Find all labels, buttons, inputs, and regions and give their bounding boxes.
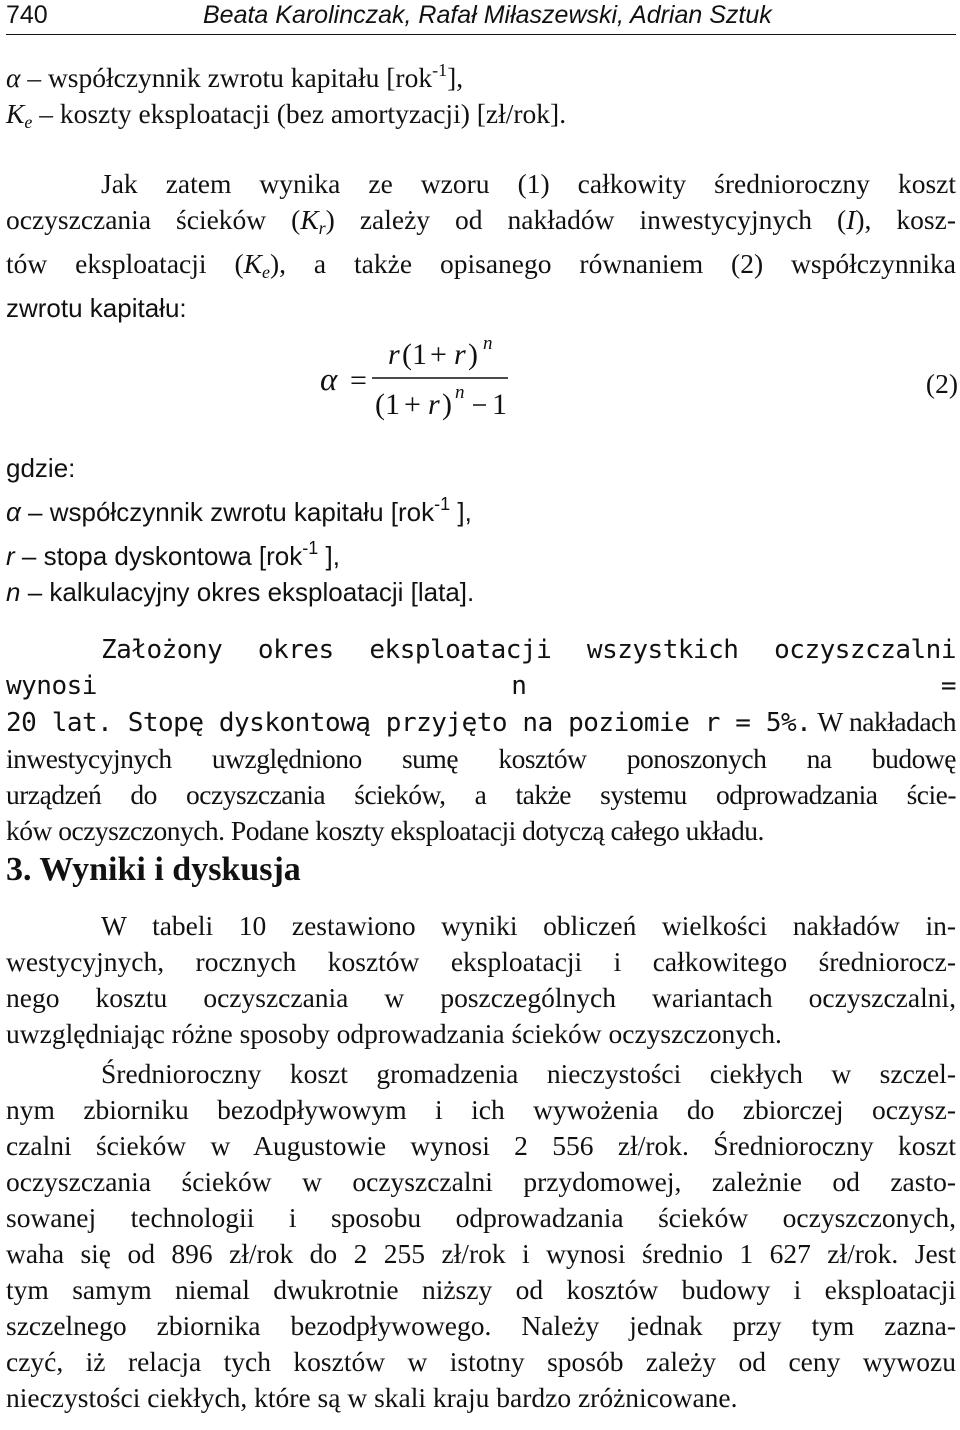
symbol-r: r [6,541,15,571]
text-run: 20 lat. Stopę dyskontową przyjęto na poziomie r = 5%. [6,708,812,738]
formula-alpha: α [320,362,338,398]
definition-alpha [6,52,956,96]
text-line: ków oczyszczonych. Podane koszty eksploatacji dotyczą całego układu. [6,815,764,846]
definition-ke [6,96,956,140]
text-run: oczyszczania ścieków ( [6,204,301,235]
subscript: e [24,112,33,132]
section-heading: 3. Wyniki i dyskusja [6,851,301,888]
formula-den-exp-n: n [455,382,465,403]
text-line: westycyjnych, rocznych kosztów eksploatacji i całkowitego średniorocz- [6,946,956,977]
formula-den-one: 1 [492,388,507,421]
definition-r [6,530,956,574]
text-line: sowanej technologii i sposobu odprowadzania ścieków oczyszczonych, [6,1202,956,1233]
text-run: W nakładach [811,706,956,737]
symbol-alpha: α [6,62,21,93]
running-header [6,0,956,35]
page [6,0,958,1413]
text-line: oczyszczania ścieków w oczyszczalni przydomowej, zależnie od zasto- [6,1166,956,1197]
superscript: -1 [434,494,451,514]
superscript: -1 [432,60,448,80]
text-line: urządzeń do oczyszczania ścieków, a także systemu odprowadzania ście- [6,779,956,810]
definition-text: – współczynnik zwrotu kapitału [rok [20,62,433,93]
definition-n [6,574,956,610]
formula-den-close: ) [442,388,452,421]
definition-alpha-2 [6,486,956,530]
text-line [6,704,956,741]
formula-den-plus: + [404,388,421,421]
definition-text: – koszty eksploatacji (bez amortyzacji) [zł/rok]. [32,98,567,129]
formula-equals: = [350,364,367,397]
formula-num-exp-n: n [483,333,493,354]
text-line: zwrotu kapitału: [6,293,187,323]
symbol-n: n [6,577,21,607]
definition-end: ], [318,541,340,571]
text-line: czyć, iż relacja tych kosztów w istotny sposób zależy od ceny wywozu [6,1346,956,1377]
definition-end: ], [447,62,464,93]
text-line: Jak zatem wynika ze wzoru (1) całkowity średnioroczny koszt [101,168,956,199]
symbol-k: K [243,248,262,279]
symbol-k: K [300,204,319,235]
definition-text: – kalkulacyjny okres eksploatacji [lata]. [20,577,475,607]
subscript: r [318,218,326,238]
running-header-authors: Beata Karolinczak, Rafał Miłaszewski, Adrian Sztuk [203,1,772,29]
formula-num-open: (1 [402,338,427,371]
subscript: e [261,262,270,282]
formula-den-r: r [428,388,440,421]
symbol-k: K [6,98,25,129]
top-definitions [6,52,956,140]
text-line: czalni ścieków w Augustowie wynosi 2 556 zł/rok. Średnioroczny koszt [6,1130,956,1161]
symbol-alpha: α [6,497,21,527]
formula-num-r2: r [454,338,466,371]
text-line: waha się od 896 zł/rok do 2 255 zł/rok i wynosi średnio 1 627 zł/rok. Jest [6,1238,956,1269]
text-run: tów eksploatacji ( [6,248,244,279]
superscript: -1 [302,538,319,558]
page-number: 740 [6,1,48,29]
text-run: ), kosz- [855,204,956,235]
formula-den-open: (1 [375,388,400,421]
text-line: W tabeli 10 zestawiono wyniki obliczeń wielkości nakładów in- [101,910,956,941]
paragraph-3 [6,908,956,1052]
paragraph-2 [6,632,956,849]
definition-end: ], [450,497,472,527]
text-line: nieczystości ciekłych, które są w skali kraju bardzo zróżnicowane. [6,1382,738,1413]
where-label: gdzie: [6,453,76,483]
text-line: uwzględniając różne sposoby odprowadzania ścieków oczyszczonych. [6,1018,782,1049]
formula-num-plus: + [430,338,447,371]
text-run: ), a także opisanego równaniem (2) współczynnika [269,248,956,279]
text-run: ) zależy od nakładów inwestycyjnych ( [325,204,847,235]
formula-2 [320,333,960,426]
text-line: nego kosztu oczyszczania w poszczególnych wariantach oczyszczalni, [6,982,956,1013]
formula-num-r: r [388,338,400,371]
text-line: tym samym niemal dwukrotnie niższy od kosztów budowy i eksploatacji [6,1274,956,1305]
formula-svg [320,333,960,426]
section-heading-block [6,850,956,890]
text-line: inwestycyjnych uwzględniono sumę kosztów ponoszonych na budowę [6,743,956,774]
text-line: nym zbiorniku bezodpływowym i ich wywożenia do zbiorczej oczysz- [6,1094,956,1125]
equation-number: (2) [925,368,958,399]
text-line [6,246,956,290]
symbol-i: I [846,204,856,235]
text-line: szczelnego zbiornika bezodpływowego. Należy jednak przy tym zazna- [6,1310,956,1341]
text-line: Średnioroczny koszt gromadzenia nieczystości ciekłych w szczel- [101,1058,956,1089]
paragraph-4 [6,1056,956,1416]
where-definitions [6,450,956,610]
formula-num-close: ) [468,338,478,371]
paragraph-1 [6,166,956,326]
text-line: Założony okres eksploatacji wszystkich oczyszczalni wynosi n = [6,635,956,701]
text-line [6,202,956,246]
definition-text: – współczynnik zwrotu kapitału [rok [20,497,435,527]
definition-text: – stopa dyskontowa [rok [14,541,303,571]
